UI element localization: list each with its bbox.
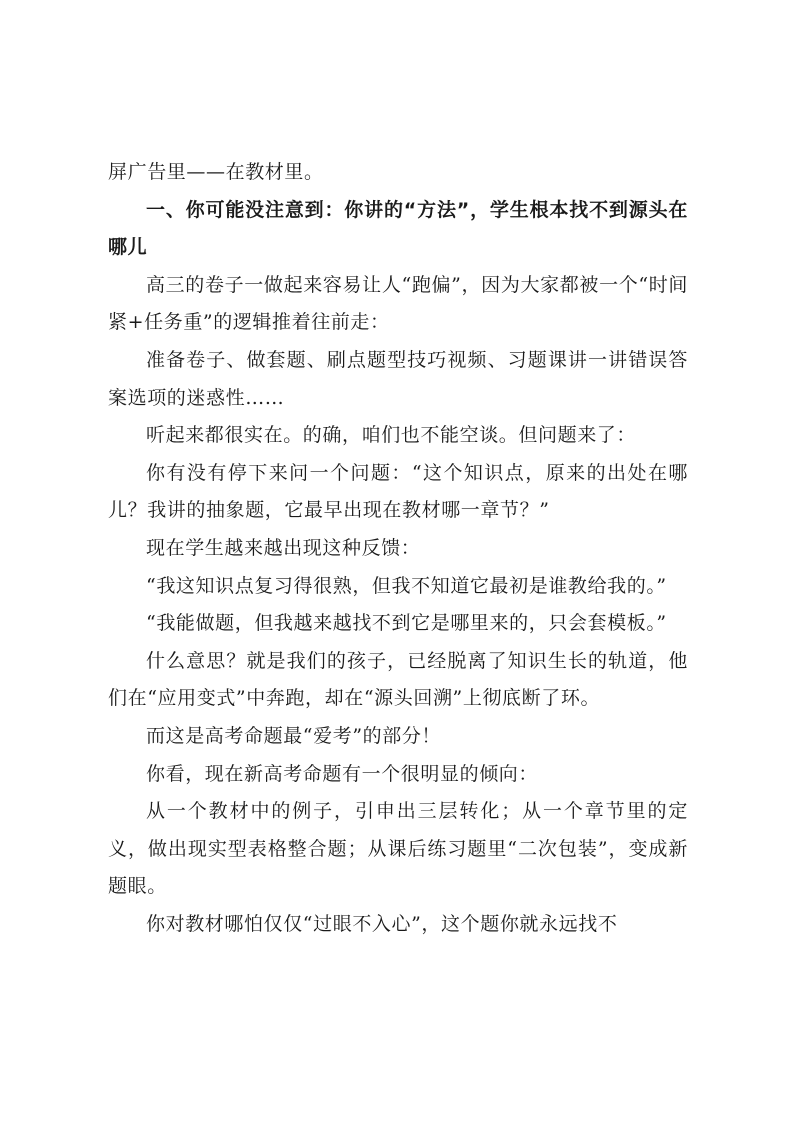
paragraph-continuation: 屏广告里——在教材里。 [108,161,324,183]
paragraph: 而这是高考命题最“爱考”的部分！ [146,724,442,747]
paragraph: 现在学生越来越出现这种反馈： [146,536,421,559]
quote-paragraph: “我这知识点复习得很熟，但我不知道它最初是谁教给我的。” [146,574,667,597]
paragraph: 准备卷子、做套题、刷点题型技巧视频、习题课讲一讲错误答案选项的迷惑性…… [108,348,688,409]
paragraph: 什么意思？就是我们的孩子，已经脱离了知识生长的轨道，他们在“应用变式”中奔跑，却在“源头回溯”上彻底断了环。 [108,649,688,710]
paragraph: 从一个教材中的例子，引申出三层转化；从一个章节里的定义，做出现实型表格整合题；从课后练习题里“二次包装”，变成新题眼。 [108,800,688,898]
paragraph: 听起来都很实在。的确，咱们也不能空谈。但问题来了： [146,424,637,447]
paragraph: 高三的卷子一做起来容易让人“跑偏”，因为大家都被一个“时间紧+任务重”的逻辑推着往前走： [108,273,688,334]
paragraph: 你看，现在新高考命题有一个很明显的倾向： [146,762,539,785]
section-heading: 一、你可能没注意到：你讲的“方法”，学生根本找不到源头在哪儿 [108,198,688,259]
paragraph: 你有没有停下来问一个问题：“这个知识点，原来的出处在哪儿？我讲的抽象题，它最早出现在教材哪一章节？” [108,461,688,522]
paragraph-truncated: 你对教材哪怕仅仅“过眼不入心”，这个题你就永远找不 [146,912,618,935]
quote-paragraph: “我能做题，但我越来越找不到它是哪里来的，只会套模板。” [146,612,667,635]
body-text [108,154,688,943]
